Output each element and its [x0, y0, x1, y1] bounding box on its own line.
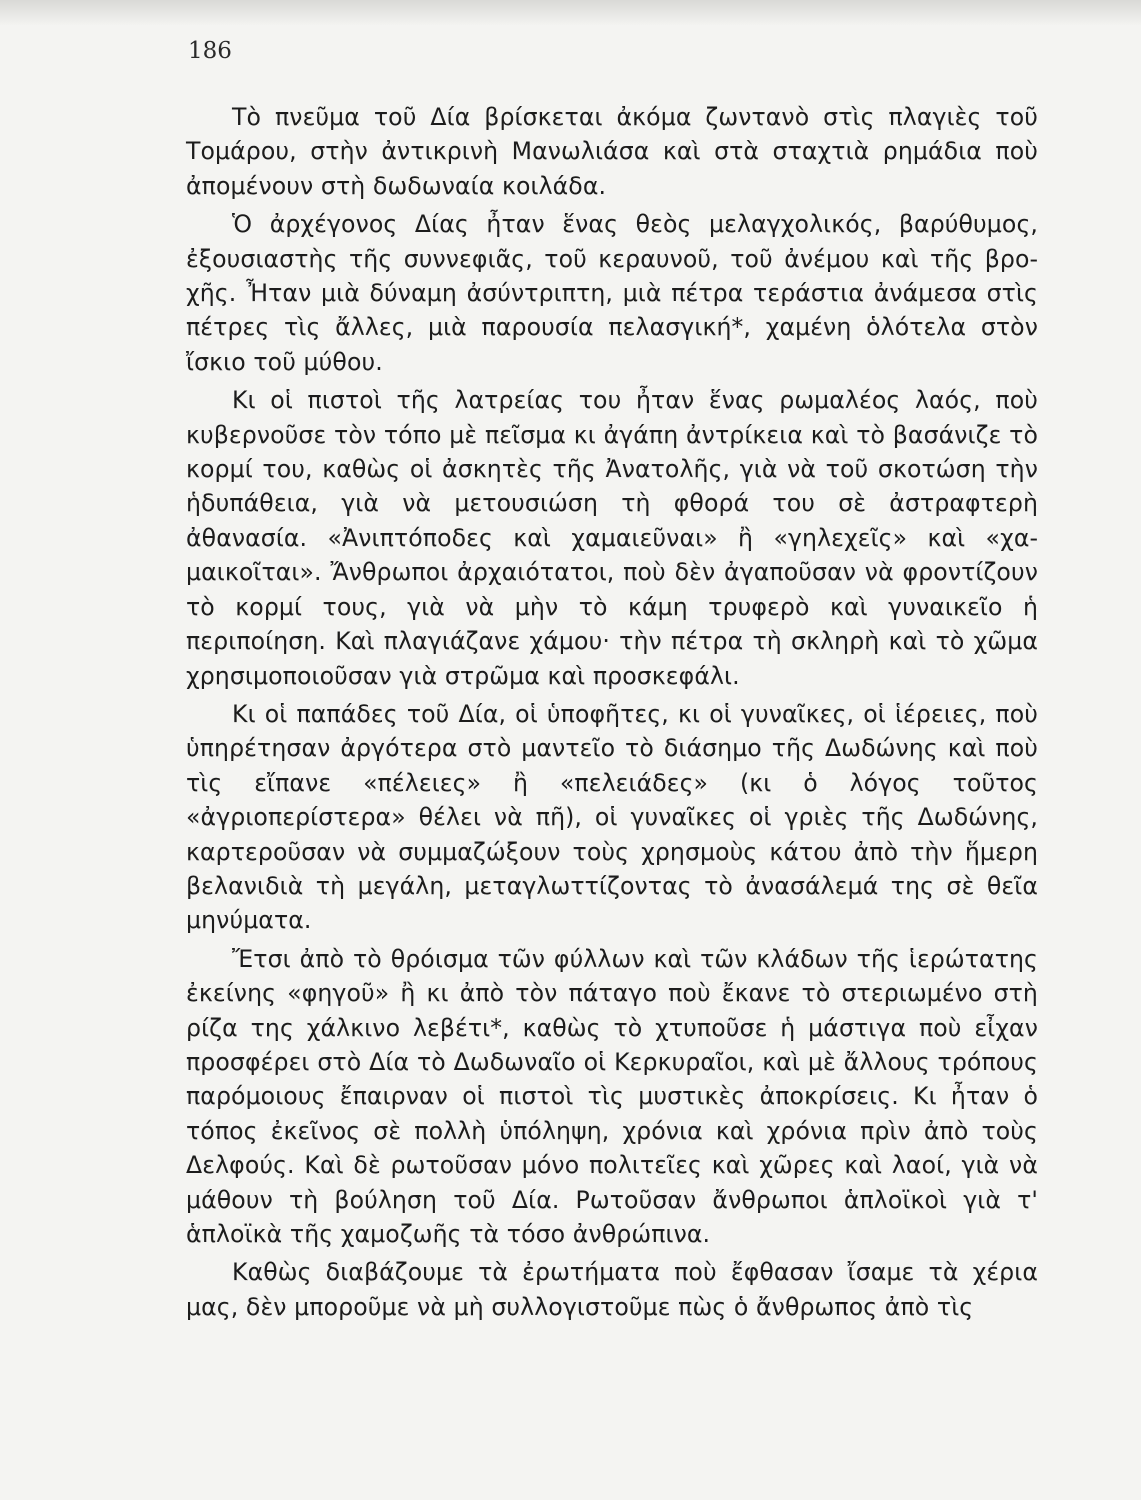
paragraph-3: Κι οἱ πιστοὶ τῆς λατρείας του ἦταν ἕνας ρωμαλέος λαός, ποὺ κυβερνοῦσε τὸν τόπο μὲ πεῖσμα κι ἀγάπη ἀντρίκεια καὶ τὸ βασάνιζε τὸ κορμί του, καθὼς οἱ ἀσκητὲς τῆς Ἀνατολῆς, γιὰ νὰ τοῦ σκοτώση τὴν ἡδυπάθεια, γιὰ νὰ μετουσιώση τὴ φθορά του σὲ ἀστραφτερὴ ἀθανασία. «Ἀνιπτόποδες καὶ χαμαιεῦναι» ἢ «γηλεχεῖς» καὶ «χαμαικοῖται». Ἄνθρωποι ἀρχαιότατοι, ποὺ δὲν ἀγαποῦσαν νὰ φροντίζουν τὸ κορμί τους, γιὰ νὰ μὴν τὸ κάμη τρυφερὸ καὶ γυναικεῖο ἡ περιποίηση. Καὶ πλαγιάζανε χάμου· τὴν πέτρα τὴ σκληρὴ καὶ τὸ χῶμα χρησιμοποιοῦσαν γιὰ στρῶμα καὶ προσκεφάλι.	[186, 386, 1038, 690]
page-top-edge	[0, 0, 1141, 26]
page-number: 186	[188, 38, 232, 64]
paragraph-5: Ἔτσι ἀπὸ τὸ θρόισμα τῶν φύλλων καὶ τῶν κλάδων τῆς ἱερώτατης ἐκείνης «φηγοῦ» ἢ κι ἀπὸ τὸν πάταγο ποὺ ἔκανε τὸ στεριωμένο στὴ ρίζα της χάλκινο λεβέτι*, καθὼς τὸ χτυποῦσε ἡ μάστιγα ποὺ εἶχαν προσφέρει στὸ Δία τὸ Δωδωναῖο οἱ Κερκυραῖοι, καὶ μὲ ἄλλους τρόπους παρόμοιους ἔπαιρναν οἱ πιστοὶ τὶς μυστικὲς ἀποκρίσεις. Κι ἦταν ὁ τόπος ἐκεῖνος σὲ πολλὴ ὑπόληψη, χρόνια καὶ χρόνια πρὶν ἀπὸ τοὺς Δελφούς. Καὶ δὲ ρωτοῦσαν μόνο πολιτεῖες καὶ χῶρες καὶ λαοί, γιὰ νὰ μάθουν τὴ βούληση τοῦ Δία. Ρωτοῦσαν ἄνθρωποι ἁπλοϊκοὶ γιὰ τ' ἁπλοϊκὰ τῆς χαμοζωῆς τὰ τόσο ἀνθρώπινα.	[186, 944, 1038, 1248]
paragraph-6: Καθὼς διαβάζουμε τὰ ἐρωτήματα ποὺ ἔφθασαν ἴσαμε τὰ χέρια μας, δὲν μποροῦμε νὰ μὴ συλλογιστοῦμε πὼς ὁ ἄνθρωπος ἀπὸ τὶς	[186, 1258, 1038, 1321]
paragraph-2: Ὁ ἀρχέγονος Δίας ἦταν ἕνας θεὸς μελαγχολικός, βαρύθυμος, ἐξουσιαστὴς τῆς συννεφιᾶς, τοῦ κεραυνοῦ, τοῦ ἀνέμου καὶ τῆς βροχῆς. Ἦταν μιὰ δύναμη ἀσύντριπτη, μιὰ πέτρα τεράστια ἀνάμεσα στὶς πέτρες τὶς ἄλλες, μιὰ παρουσία πελασγική*, χαμένη ὁλότελα στὸν ἴσκιο τοῦ μύθου.	[186, 210, 1038, 376]
paragraph-4: Κι οἱ παπάδες τοῦ Δία, οἱ ὑποφῆτες, κι οἱ γυναῖκες, οἱ ἱέρειες, ποὺ ὑπηρέτησαν ἀργότερα στὸ μαντεῖο τὸ διάσημο τῆς Δωδώνης καὶ ποὺ τὶς εἴπανε «πέλειες» ἢ «πελειάδες» (κι ὁ λόγος τοῦτος «ἀγριοπερίστερα» θέλει νὰ πῆ), οἱ γυναῖκες οἱ γριὲς τῆς Δωδώνης, καρτεροῦσαν νὰ συμμαζώξουν τοὺς χρησμοὺς κάτου ἀπὸ τὴν ἥμερη βελανιδιὰ τὴ μεγάλη, μεταγλωττίζοντας τὸ ἀνασάλεμά της σὲ θεῖα μηνύματα.	[186, 699, 1038, 935]
paragraph-1: Τὸ πνεῦμα τοῦ Δία βρίσκεται ἀκόμα ζωντανὸ στὶς πλαγιὲς τοῦ Τομάρου, στὴν ἀντικρινὴ Μανωλιάσα καὶ στὰ σταχτιὰ ρημάδια ποὺ ἀπομένουν στὴ δωδωναία κοιλάδα.	[186, 103, 1038, 200]
body-text	[186, 100, 1038, 1328]
